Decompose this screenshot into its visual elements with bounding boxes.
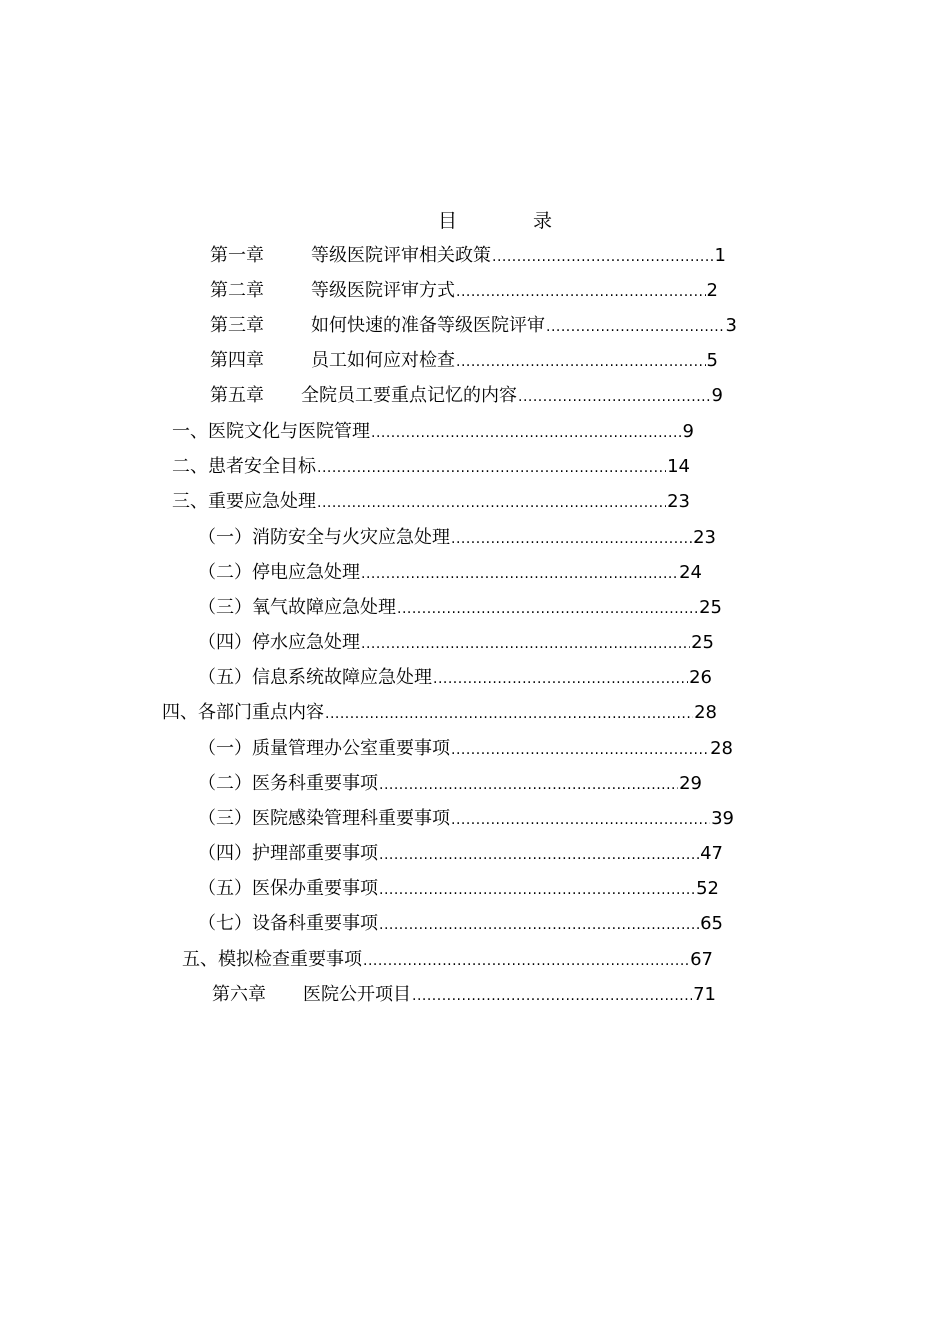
toc-entry-page: 9 — [711, 385, 723, 406]
toc-entry-page: 47 — [700, 843, 723, 864]
toc-dot-leader — [371, 418, 682, 448]
toc-entry-subsection-4-1[interactable] — [198, 734, 733, 764]
toc-entry-label: （一）质量管理办公室重要事项 — [198, 738, 450, 759]
toc-entry-number: 第五章 — [210, 385, 264, 406]
toc-entry-section-4[interactable] — [162, 698, 717, 728]
toc-entry-subsection-4-5[interactable] — [198, 874, 719, 904]
toc-dot-leader — [433, 664, 688, 694]
toc-entry-number: 第四章 — [210, 350, 264, 371]
toc-entry-chapter-6[interactable] — [212, 980, 716, 1010]
toc-entry-number: 第三章 — [210, 315, 264, 336]
toc-dot-leader — [456, 277, 706, 307]
toc-dot-leader — [412, 981, 692, 1011]
toc-dot-leader — [317, 488, 666, 518]
toc-entry-section-1[interactable] — [172, 417, 694, 447]
toc-entry-page: 65 — [700, 913, 723, 934]
toc-entry-section-2[interactable] — [172, 452, 690, 482]
toc-entry-page: 23 — [667, 491, 690, 512]
toc-entry-label: （一）消防安全与火灾应急处理 — [198, 527, 450, 548]
toc-entry-chapter-5[interactable] — [210, 381, 723, 411]
toc-dot-leader — [397, 594, 698, 624]
toc-entry-label: （三）氧气故障应急处理 — [198, 597, 396, 618]
toc-entry-page: 9 — [682, 421, 694, 442]
toc-entry-page: 28 — [710, 738, 733, 759]
toc-entry-subsection-3-1[interactable] — [198, 523, 716, 553]
toc-entry-label: （五）医保办重要事项 — [198, 878, 378, 899]
toc-title — [438, 208, 552, 234]
toc-entry-label: （七）设备科重要事项 — [198, 913, 378, 934]
toc-dot-leader — [363, 946, 689, 976]
toc-dot-leader — [451, 805, 710, 835]
toc-entry-page: 23 — [693, 527, 716, 548]
toc-entry-chapter-2[interactable] — [210, 276, 718, 306]
toc-entry-page: 14 — [667, 456, 690, 477]
toc-dot-leader — [361, 559, 678, 589]
toc-entry-page: 25 — [699, 597, 722, 618]
toc-entry-page: 5 — [706, 350, 718, 371]
toc-entry-label: 五、模拟检查重要事项 — [182, 949, 362, 970]
toc-entry-label: （五）信息系统故障应急处理 — [198, 667, 432, 688]
toc-entry-subsection-4-4[interactable] — [198, 839, 723, 869]
toc-entry-label: 如何快速的准备等级医院评审 — [311, 315, 545, 336]
toc-entry-label: （二）停电应急处理 — [198, 562, 360, 583]
toc-title-part1: 目 — [438, 210, 458, 232]
toc-entry-label: （四）护理部重要事项 — [198, 843, 378, 864]
toc-entry-label: （四）停水应急处理 — [198, 632, 360, 653]
toc-entry-number: 第二章 — [210, 280, 264, 301]
toc-entry-subsection-3-4[interactable] — [198, 628, 714, 658]
toc-dot-leader — [361, 629, 690, 659]
toc-entry-subsection-4-2[interactable] — [198, 769, 702, 799]
toc-dot-leader — [492, 242, 714, 272]
toc-entry-section-3[interactable] — [172, 487, 690, 517]
toc-entry-label: 医院公开项目 — [303, 984, 411, 1005]
toc-entry-chapter-1[interactable] — [210, 241, 726, 271]
toc-entry-label: 全院员工要重点记忆的内容 — [301, 385, 517, 406]
toc-entry-label: 四、各部门重点内容 — [162, 702, 324, 723]
toc-entry-page: 24 — [679, 562, 702, 583]
toc-entry-subsection-3-2[interactable] — [198, 558, 702, 588]
toc-dot-leader — [546, 312, 725, 342]
toc-dot-leader — [379, 770, 678, 800]
toc-entry-subsection-4-3[interactable] — [198, 804, 734, 834]
toc-entry-section-5[interactable] — [182, 945, 713, 975]
toc-entry-subsection-4-7[interactable] — [198, 909, 723, 939]
toc-entry-page: 3 — [725, 315, 737, 336]
toc-dot-leader — [456, 347, 706, 377]
toc-entry-subsection-3-3[interactable] — [198, 593, 722, 623]
toc-entry-page: 67 — [690, 949, 713, 970]
toc-dot-leader — [518, 382, 711, 412]
toc-dot-leader — [451, 735, 709, 765]
toc-entry-number: 第六章 — [212, 984, 266, 1005]
toc-entry-page: 52 — [696, 878, 719, 899]
toc-entry-subsection-3-5[interactable] — [198, 663, 712, 693]
toc-entry-label: 员工如何应对检查 — [311, 350, 455, 371]
toc-dot-leader — [317, 453, 666, 483]
toc-entry-number: 第一章 — [210, 245, 264, 266]
toc-entry-label: 三、重要应急处理 — [172, 491, 316, 512]
toc-entry-label: 等级医院评审方式 — [311, 280, 455, 301]
toc-dot-leader — [451, 524, 692, 554]
toc-entry-page: 25 — [691, 632, 714, 653]
toc-entry-page: 71 — [693, 984, 716, 1005]
toc-entry-page: 1 — [714, 245, 726, 266]
toc-entry-page: 39 — [711, 808, 734, 829]
toc-entry-page: 29 — [679, 773, 702, 794]
toc-entry-label: （三）医院感染管理科重要事项 — [198, 808, 450, 829]
toc-entry-chapter-3[interactable] — [210, 311, 737, 341]
toc-entry-chapter-4[interactable] — [210, 346, 718, 376]
toc-dot-leader — [379, 875, 695, 905]
toc-entry-label: 等级医院评审相关政策 — [311, 245, 491, 266]
toc-dot-leader — [325, 699, 693, 729]
toc-entry-page: 28 — [694, 702, 717, 723]
toc-entry-label: 二、患者安全目标 — [172, 456, 316, 477]
toc-title-part2: 录 — [533, 210, 553, 232]
toc-dot-leader — [379, 840, 699, 870]
toc-entry-label: 一、医院文化与医院管理 — [172, 421, 370, 442]
toc-entry-page: 2 — [706, 280, 718, 301]
toc-entry-page: 26 — [689, 667, 712, 688]
toc-entry-label: （二）医务科重要事项 — [198, 773, 378, 794]
toc-dot-leader — [379, 910, 699, 940]
